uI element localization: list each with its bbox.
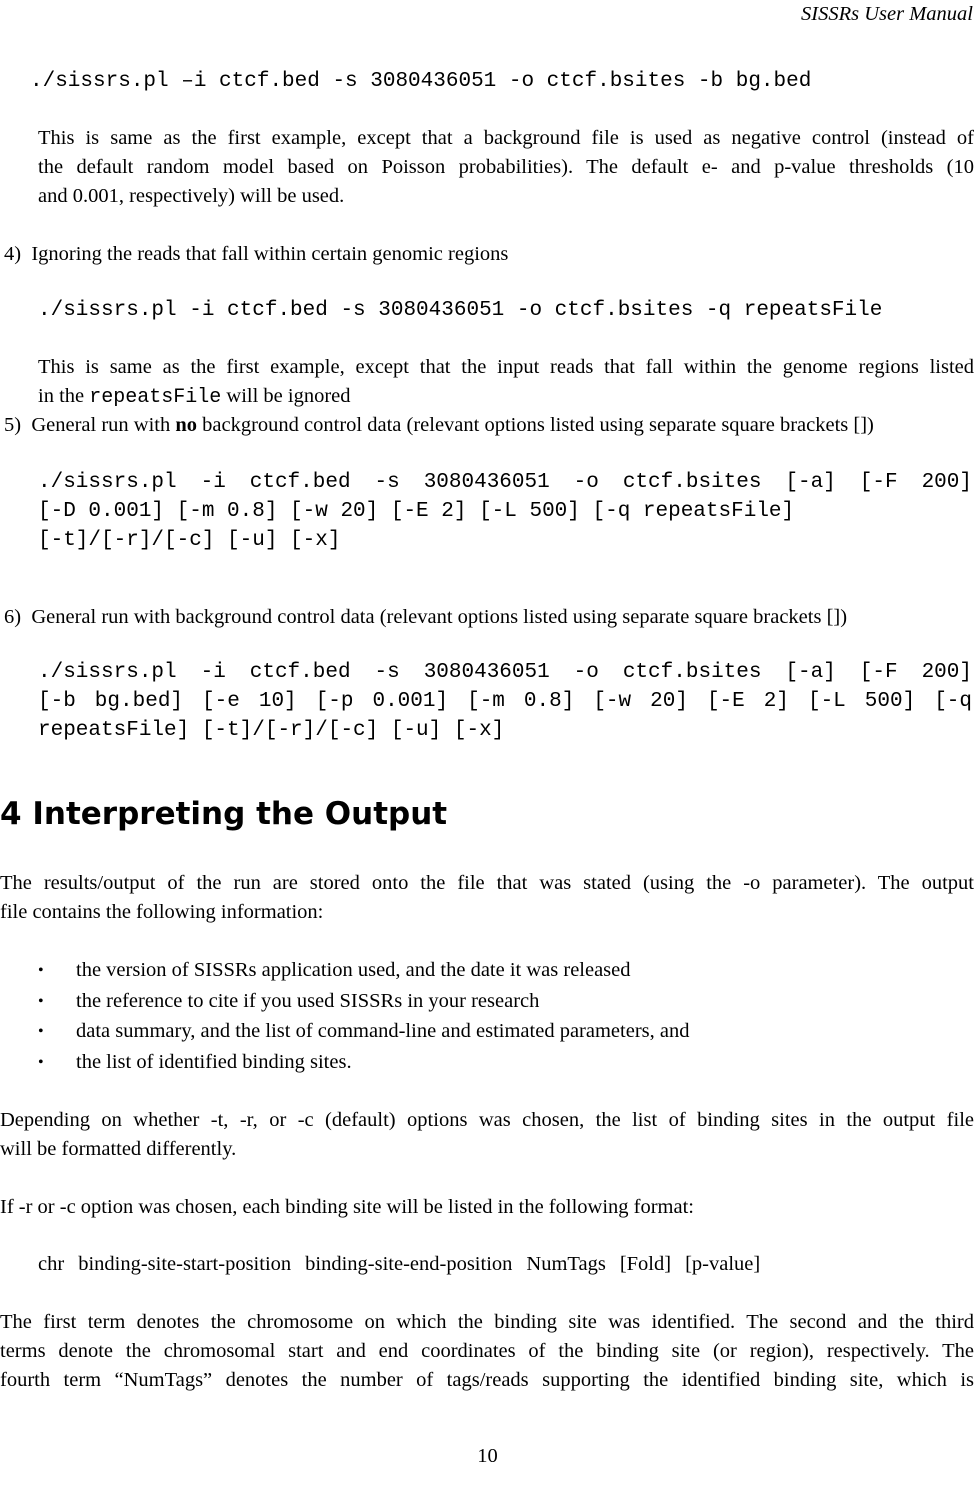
section-title: 4 Interpreting the Output bbox=[0, 796, 448, 832]
desc-text: in the bbox=[38, 385, 90, 407]
final-line-3: fourth term “NumTags” denotes the number of tags/reads supporting the identified binding site, which is bbox=[0, 1369, 974, 1391]
running-header: SISSRs User Manual bbox=[801, 3, 973, 25]
format-field: binding-site-start-position bbox=[78, 1253, 292, 1275]
intro-line-2: file contains the following information: bbox=[0, 901, 324, 923]
bullet-icon: • bbox=[38, 1023, 44, 1040]
heading-bold: no bbox=[175, 414, 198, 436]
bullet-icon: • bbox=[38, 962, 44, 979]
bullet-list bbox=[38, 956, 938, 1078]
example5-heading bbox=[4, 411, 874, 440]
list-item: • data summary, and the list of command-line and estimated parameters, and bbox=[38, 1017, 938, 1048]
heading-text: 5) General run with bbox=[4, 414, 176, 436]
example5-command-line-3: [-t]/[-r]/[-c] [-u] [-x] bbox=[38, 529, 341, 552]
example3-desc-line-1: This is same as the first example, except that a background file is used as negative control (instead of bbox=[38, 127, 974, 149]
list-item: • the version of SISSRs application used, and the date it was released bbox=[38, 956, 938, 987]
format-field: binding-site-end-position bbox=[305, 1253, 513, 1275]
format-line bbox=[38, 1250, 774, 1279]
format-intro: If -r or -c option was chosen, each binding site will be listed in the following format: bbox=[0, 1196, 694, 1218]
bullet-icon: • bbox=[38, 992, 44, 1010]
depending-line-2: will be formatted differently. bbox=[0, 1138, 237, 1160]
page-number: 10 bbox=[477, 1445, 498, 1467]
example4-command: ./sissrs.pl -i ctcf.bed -s 3080436051 -o ctcf.bsites -q repeatsFile bbox=[38, 299, 883, 322]
inline-code: repeatsFile bbox=[89, 386, 222, 409]
example6-command-line-3: repeatsFile] [-t]/[-r]/[-c] [-u] [-x] bbox=[38, 719, 505, 742]
format-field: chr bbox=[38, 1253, 65, 1275]
example3-desc-line-2: the default random model based on Poisson probabilities). The default e- and p-value thresholds (10 bbox=[38, 156, 974, 178]
depending-line-1: Depending on whether -t, -r, or -c (default) options was chosen, the list of binding sites in the output file bbox=[0, 1109, 974, 1131]
final-line-2: terms denote the chromosomal start and end coordinates of the binding site (or region), respectively. The bbox=[0, 1340, 974, 1362]
heading-text: background control data (relevant options listed using separate square brackets []) bbox=[197, 414, 874, 436]
desc-text: will be ignored bbox=[221, 385, 351, 407]
example3-desc-line-3: and 0.001, respectively) will be used. bbox=[38, 185, 345, 207]
example6-command-line-2: [-b bg.bed] [-e 10] [-p 0.001] [-m 0.8] [-w 20] [-E 2] [-L 500] [-q bbox=[38, 690, 972, 713]
list-item: • the reference to cite if you used SISSRs in your research bbox=[38, 987, 938, 1018]
example5-command-line-1: ./sissrs.pl -i ctcf.bed -s 3080436051 -o ctcf.bsites [-a] [-F 200] bbox=[38, 471, 972, 494]
final-line-1: The first term denotes the chromosome on which the binding site was identified. The second and the third bbox=[0, 1311, 974, 1333]
example5-command-line-2: [-D 0.001] [-m 0.8] [-w 20] [-E 2] [-L 500] [-q repeatsFile] bbox=[38, 500, 795, 523]
example6-heading: 6) General run with background control data (relevant options listed using separate square brackets []) bbox=[4, 606, 848, 628]
example4-desc-line-2 bbox=[38, 382, 351, 412]
example4-desc-line-1: This is same as the first example, except that the input reads that fall within the genome regions listed bbox=[38, 356, 974, 378]
list-item: • the list of identified binding sites. bbox=[38, 1048, 938, 1079]
format-field: [Fold] bbox=[619, 1253, 672, 1275]
format-field: [p-value] bbox=[685, 1253, 761, 1275]
example6-command-line-1: ./sissrs.pl -i ctcf.bed -s 3080436051 -o ctcf.bsites [-a] [-F 200] bbox=[38, 661, 972, 684]
bullet-icon: • bbox=[38, 1053, 44, 1071]
intro-line-1: The results/output of the run are stored onto the file that was stated (using the -o parameter). The output bbox=[0, 872, 974, 894]
example3-command: ./sissrs.pl –i ctcf.bed -s 3080436051 -o ctcf.bsites -b bg.bed bbox=[30, 70, 812, 93]
example4-heading: 4) Ignoring the reads that fall within certain genomic regions bbox=[4, 243, 509, 265]
format-field: NumTags bbox=[526, 1253, 606, 1275]
